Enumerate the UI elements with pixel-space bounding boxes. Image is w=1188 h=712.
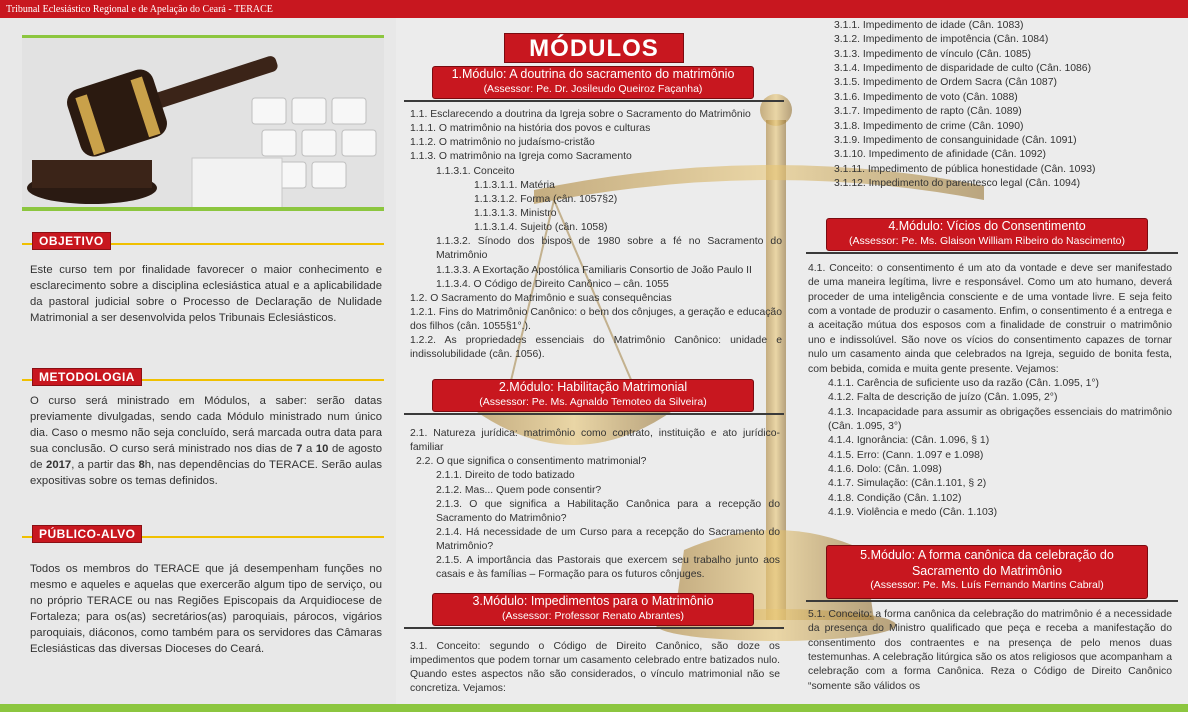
mod3-text-block [410,640,780,697]
list-item: 1.1.3.3. A Exortação Apostólica Familiaris Consortio de João Paulo II [436,264,752,276]
mod5-assessor: (Assessor: Pe. Ms. Luís Fernando Martins Cabral) [870,579,1104,592]
list-item: 4.1.8. Condição (Cân. 1.102) [828,492,962,504]
mod5-title: 5.Módulo: A forma canônica da celebração do Sacramento do Matrimônio [860,548,1114,578]
mod4-header [826,218,1148,251]
list-item: 3.1.9. Impedimento de consanguinidade (Cân. 1091) [834,134,1077,146]
list-item: 2.1.1. Direito de todo batizado [436,470,575,482]
list-item: 1.2.1. Fins do Matrimônio Canônico: o bem dos cônjuges, a geração e educação dos filhos (cân. 1055§1°.). [410,306,782,333]
list-item: 3.1.7. Impedimento de rapto (Cân. 1089) [834,106,1022,118]
mod4-body [808,262,1172,520]
mod3-assessor: (Assessor: Professor Renato Abrantes) [501,609,685,622]
list-item: 1.1.3.2. Sínodo dos bispos de 1980 sobre a fé no Sacramento do Matrimônio [436,236,782,262]
list-item: 1.2. O Sacramento do Matrimônio e suas consequências [410,292,672,304]
objetivo-heading: OBJETIVO [32,232,111,250]
mod1-underline [404,100,784,102]
metodologia-text: O curso será ministrado em Módulos, a saber: serão datas previamente divulgadas, sendo cada Módulo ministrado num único dia. Caso o mesmo não seja concluído, será marcada outra data para sua conclusão. O curso será ministrado nos dias de 7 a 10 de agosto de 2017, a partir das 8h, nas dependências do TERACE. Serão aulas expositivas sobre os temas definidos. [30,395,383,488]
list-item: 1.2.2. As propriedades essenciais do Matrimônio Canônico: unidade e indissolubilidade (cân. 1056). [410,335,782,361]
mod4-underline [806,252,1178,254]
list-item: 2.1.4. Há necessidade de um Curso para a recepção do Sacramento do Matrimônio? [436,526,780,553]
mod1-title: 1.Módulo: A doutrina do sacramento do matrimônio [451,67,735,81]
mod3-header [432,593,754,626]
list-item: 4.1.2. Falta de descrição de juízo (Cân. 1.095, 2°) [828,392,1058,404]
gavel-photo [22,38,384,208]
footer-bar [0,704,1188,712]
header-bar [0,0,1188,18]
mod3-underline [404,627,784,629]
list-item: 1.1.3.1.2. Forma (cân. 1057§2) [474,193,618,205]
list-item: 3.1.4. Impedimento de disparidade de culto (Cân. 1086) [834,63,1092,75]
mod2-list [410,427,780,583]
list-item: 1.1.3.1.1. Matéria [474,179,555,191]
list-item: 2.1.5. A importância das Pastorais que exercem seu trabalho junto aos casais e às famílias – Formação para os futuros cônjuges. [436,555,780,581]
mod5-header [826,545,1148,599]
list-item: 1.1.1. O matrimônio na história dos povos e culturas [410,123,651,135]
modulos-title: MÓDULOS [504,33,684,63]
list-item: 3.1.8. Impedimento de crime (Cân. 1090) [834,120,1024,132]
mod1-header [432,66,754,99]
list-item: 1.1.3. O matrimônio na Igreja como Sacramento [410,151,632,163]
photo-bottom-border [22,207,384,211]
list-item: 4.1.1. Carência de suficiente uso da razão (Cân. 1.095, 1°) [828,377,1100,389]
mod1-assessor: (Assessor: Pe. Dr. Josileudo Queiroz Façanha) [483,82,703,95]
mod5-text: 5.1. Conceito: a forma canônica da celebração do matrimônio é a necessidade da presença do Ministro qualificado que peça e receba a manifestação do consentimento dos contraentes e na presença de pelo menos duas testemunhas. A celebração litúrgica são os atos religiosos que acompanham a celebração com a forma Canônica. Reza o Código de Direito Canônico “somente são válidos os [808,609,1172,692]
mod2-underline [404,413,784,415]
list-item: 4.1.6. Dolo: (Cân. 1.098) [828,464,942,476]
gavel-icon [22,38,384,208]
mod2-title: 2.Módulo: Habilitação Matrimonial [498,380,688,394]
list-item: 3.1.5. Impedimento de Ordem Sacra (Cân 1087) [834,77,1057,89]
list-item: 3.1.12. Impedimento do parentesco legal (Cân. 1094) [834,177,1081,189]
mod2-header [432,379,754,412]
org-name: Tribunal Eclesiástico Regional e de Apelação do Ceará - TERACE [6,4,273,15]
list-item: 2.1.2. Mas... Quem pode consentir? [436,484,602,496]
list-item: 3.1.2. Impedimento de impotência (Cân. 1084) [834,34,1049,46]
list-item: 4.1.3. Incapacidade para assumir as obrigações essenciais do matrimônio (Cân. 1.095, 3°) [828,406,1172,432]
list-item: 2.2. O que significa o consentimento matrimonial? [416,456,647,468]
metodologia-heading: METODOLOGIA [32,368,142,386]
list-item: 4.1.4. Ignorância: (Cân. 1.096, § 1) [828,435,990,447]
list-item: 3.1.6. Impedimento de voto (Cân. 1088) [834,91,1018,103]
mod3-text: 3.1. Conceito: segundo o Código de Direito Canônico, são doze os impedimentos que podem tornar um casamento celebrado entre batizados nulo. Quando estes aspectos não são considerados, o vínculo matrimonial não se concretiza. Vejamos: [410,641,780,695]
objetivo-text: Este curso tem por finalidade favorecer o maior conhecimento e esclarecimento sobre a disciplina eclesiástica atual e a aplicabilidade da pastoral judicial sobre o Processo de Declaração de Nulidade Matrimonial a ser desenvolvida pelos Tribunais Eclesiásticos. [30,264,382,325]
mod2-assessor: (Assessor: Pe. Ms. Agnaldo Temoteo da Silveira) [479,395,707,408]
publico-heading: PÚBLICO-ALVO [32,525,142,543]
mod4-title: 4.Módulo: Vícios do Consentimento [888,219,1086,233]
list-item: 1.1. Esclarecendo a doutrina da Igreja sobre o Sacramento do Matrimônio [410,109,751,120]
mod5-underline [806,600,1178,602]
list-item: 3.1.11. Impedimento de pública honestidade (Cân. 1093) [834,163,1096,175]
list-item: 3.1.10. Impedimento de afinidade (Cân. 1092) [834,149,1046,161]
publico-text: Todos os membros do TERACE que já desempenham funções no mesmo e aqueles e aquelas que exercerão algum tipo de serviço, ou no próprio TERACE ou nas Regiões Episcopais da Arquidiocese de Fortaleza; para os(as) secretários(as) paroquiais, párocos, vigários paroquiais, diáconos, como também para os servidores das Câmaras Eclesiásticas das diversas Dioceses do Ceará. [30,563,382,656]
mod4-text: 4.1. Conceito: o consentimento é um ato da vontade e deve ser manifestado de uma maneira legítima, livre e responsável. Como um ato humano, deverá proceder de uma inteligência consciente e de uma vontade livre. E seja feito com a vontade de produzir o casamento. Enfim, o consentimento é a entrega e a aceitação mútua dos esposos com a finalidade de construir o matrimônio uno e indissolúvel. São nove os vícios do consentimento capazes de tornar nulo um casamento ainda que celebrados na Igreja, seguido de bonita festa, com bebida, comida e muita gente presente. Vejamos: [808,263,1172,375]
list-item: 1.1.3.1.3. Ministro [474,207,557,219]
list-item: 2.1. Natureza jurídica: matrimônio como contrato, instituição e ato jurídico-familiar [410,428,780,454]
list-item: 1.1.3.4. O Código de Direito Canônico – cân. 1055 [436,278,669,290]
list-item: 1.1.3.1. Conceito [436,165,515,177]
mod3-title: 3.Módulo: Impedimentos para o Matrimônio [472,594,714,608]
mod1-list [410,108,782,363]
list-item: 1.1.3.1.4. Sujeito (cân. 1058) [474,222,608,234]
list-item: 4.1.9. Violência e medo (Cân. 1.103) [828,507,998,519]
list-item: 2.1.3. O que significa a Habilitação Canônica para a recepção do Sacramento do Matrimônio? [436,498,780,524]
list-item: 1.1.2. O matrimônio no judaísmo-cristão [410,137,595,149]
list-item: 4.1.5. Erro: (Cann. 1.097 e 1.098) [828,449,984,461]
list-item: 4.1.7. Simulação: (Cân.1.101, § 2) [828,478,987,490]
list-item: 3.1.3. Impedimento de vínculo (Cân. 1085) [834,48,1031,60]
mod5-body [808,608,1172,694]
list-item: 3.1.1. Impedimento de idade (Cân. 1083) [834,20,1024,31]
mod4-assessor: (Assessor: Pe. Ms. Glaison William Ribeiro do Nascimento) [849,234,1125,247]
impedimentos-list [834,19,1184,191]
